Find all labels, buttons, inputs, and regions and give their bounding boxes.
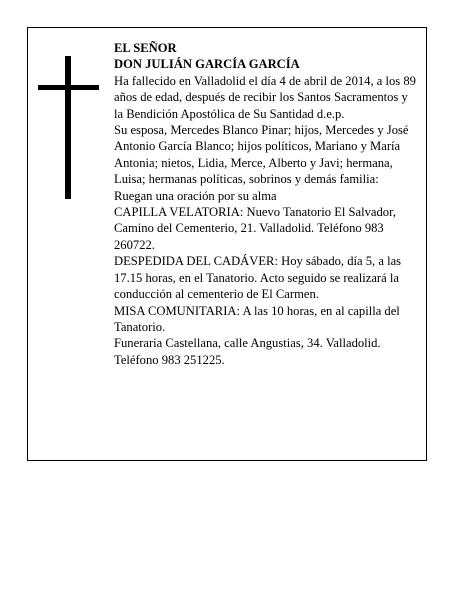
cross-vertical-bar	[65, 56, 71, 199]
notice-paragraph-funeral-home: Funeraria Castellana, calle Angustias, 34. Valladolid. Teléfono 983 251225.	[114, 336, 381, 367]
notice-text	[114, 40, 419, 368]
notice-paragraph-farewell: DESPEDIDA DEL CADÁVER: Hoy sábado, día 5, a las 17.15 horas, en el Tanatorio. Acto seguido se realizará la conducción al cementerio de El Carmen.	[114, 254, 402, 302]
notice-paragraph-mass: MISA COMUNITARIA: A las 10 horas, en al capilla del Tanatorio.	[114, 303, 400, 334]
notice-title-line2: DON JULIÁN GARCÍA GARCÍA	[114, 57, 300, 72]
notice-paragraph-chapel: CAPILLA VELATORIA: Nuevo Tanatorio El Salvador, Camino del Cementerio, 21. Valladolid. Teléfono 983 260722.	[114, 205, 396, 252]
obituary-notice	[27, 27, 427, 461]
cross-horizontal-bar	[38, 85, 99, 90]
notice-title-line1: EL SEÑOR	[114, 41, 177, 55]
notice-paragraph-family: Su esposa, Mercedes Blanco Pinar; hijos, Mercedes y José Antonio García Blanco; hijos políticos, Mariano y María Antonia; nietos, Lidia, Merce, Alberto y Javi; hermana, Luisa; hermanas políticas, sobrinos y demás familia:	[114, 123, 409, 187]
notice-paragraph-prayer: Ruegan una oración por su alma	[114, 188, 277, 203]
notice-paragraph-death: Ha fallecido en Valladolid el día 4 de abril de 2014, a los 89 años de edad, después de recibir los Santos Sacramentos y la Bendición Apostólica de Su Santidad d.e.p.	[114, 73, 416, 121]
